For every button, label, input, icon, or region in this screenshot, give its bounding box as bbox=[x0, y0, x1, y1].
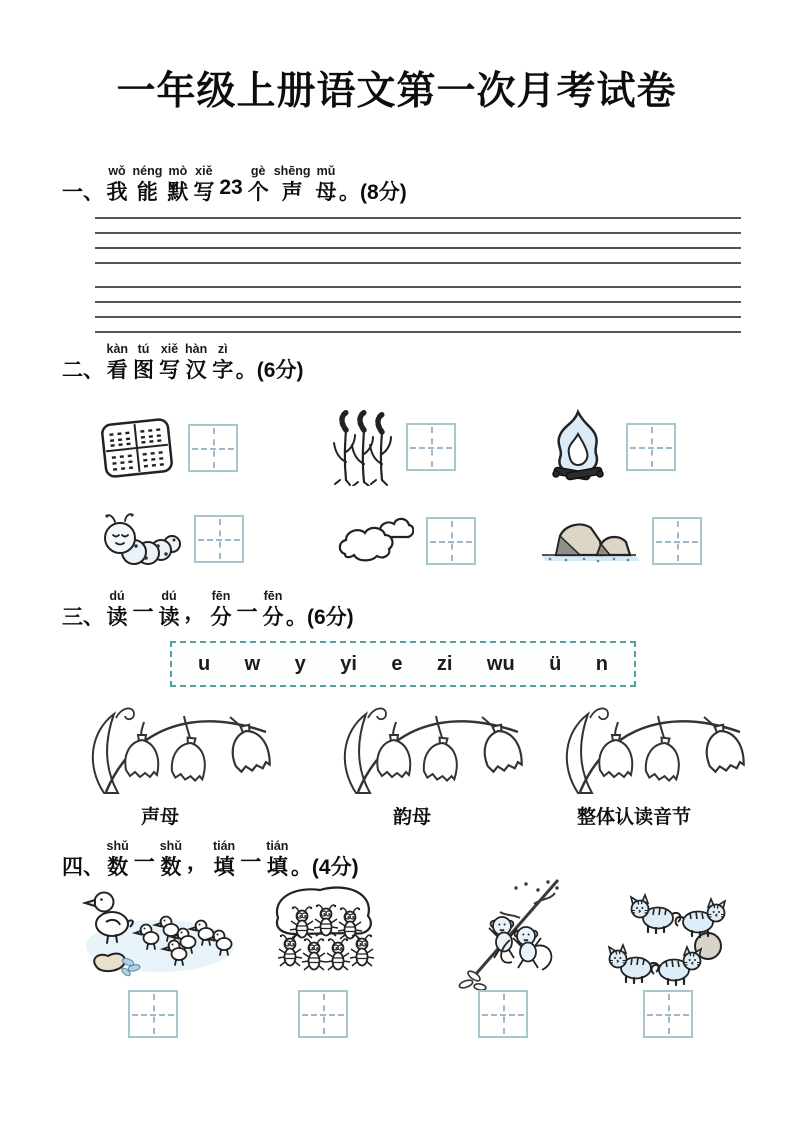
writing-line bbox=[95, 286, 741, 288]
caterpillar-icon bbox=[98, 508, 182, 570]
ruby-word: ， bbox=[184, 601, 206, 624]
pinyin-letter: wu bbox=[486, 652, 515, 675]
picture-answer-pair bbox=[332, 408, 456, 486]
section-4-number: 四、 bbox=[62, 856, 104, 879]
pinyin-letter: e bbox=[391, 652, 403, 675]
lily-flower-icon bbox=[78, 698, 278, 798]
ruby-word: 一 bbox=[236, 601, 258, 624]
clouds-icon bbox=[334, 512, 414, 570]
section-4-points: 。(4分) bbox=[290, 856, 359, 879]
category-label-finals: 韵母 bbox=[392, 807, 431, 828]
tianzige-box bbox=[188, 424, 238, 472]
pinyin-letter: zi bbox=[436, 652, 453, 675]
ruby-word: wǒ 我 bbox=[106, 164, 128, 204]
ruby-word: dú 读 bbox=[106, 589, 128, 629]
ruby-word: mò 默 bbox=[167, 164, 189, 204]
tigers-icon bbox=[592, 880, 737, 988]
category-label-whole-syllables: 整体认读音节 bbox=[576, 807, 691, 828]
ruby-word: 23 bbox=[219, 176, 243, 199]
section-2-points: 。(6分) bbox=[235, 359, 304, 382]
ruby-word: shǔ 数 bbox=[159, 839, 182, 879]
writing-line bbox=[95, 331, 741, 333]
pinyin-letter: u bbox=[198, 652, 211, 675]
writing-line bbox=[95, 232, 741, 234]
picture-answer-pair bbox=[540, 510, 702, 572]
campfire-icon bbox=[542, 408, 614, 486]
ruby-word: fēn 分 bbox=[262, 589, 284, 629]
tianzige-box bbox=[643, 990, 693, 1038]
ruby-word: tián 填 bbox=[266, 839, 289, 879]
ruby-word: tián 填 bbox=[212, 839, 236, 879]
ducks-icon bbox=[82, 882, 237, 982]
lily-flower-icon bbox=[552, 698, 752, 798]
tianzige-box bbox=[626, 423, 676, 471]
pinyin-letter: y bbox=[294, 652, 306, 675]
writing-line bbox=[95, 301, 741, 303]
ants-icon bbox=[262, 878, 387, 986]
section-4-title-words bbox=[104, 835, 291, 880]
section-3-title-words bbox=[104, 585, 286, 630]
sorting-flower-whole-syllables bbox=[552, 698, 752, 829]
writing-line bbox=[95, 247, 741, 249]
sorting-flower-initials bbox=[78, 698, 278, 829]
picture-answer-pair bbox=[98, 412, 238, 484]
tianzige-box bbox=[652, 517, 702, 565]
rocks-icon bbox=[540, 510, 640, 572]
tianzige-box bbox=[426, 517, 476, 565]
tianzige-box bbox=[406, 423, 456, 471]
section-2-heading bbox=[62, 340, 303, 383]
section-1-heading bbox=[62, 160, 407, 205]
writing-line bbox=[95, 316, 741, 318]
ruby-word: zì 字 bbox=[212, 342, 234, 382]
tianzige-box bbox=[478, 990, 528, 1038]
section-3-heading bbox=[62, 585, 354, 630]
tianzige-box bbox=[194, 515, 244, 563]
pinyin-letter: yi bbox=[340, 652, 357, 675]
pinyin-writing-lines-2 bbox=[95, 286, 741, 333]
ruby-word: kàn 看 bbox=[106, 342, 129, 382]
lily-flower-icon bbox=[330, 698, 530, 798]
ruby-word: shǔ 数 bbox=[106, 839, 129, 879]
section-1-points: 。(8分) bbox=[339, 181, 407, 204]
section-1-title-words bbox=[104, 160, 339, 205]
ruby-word: shēng 声 bbox=[273, 164, 311, 204]
section-1-number: 一、 bbox=[62, 181, 104, 204]
pinyin-letter-box bbox=[170, 641, 636, 687]
ruby-word: tú 图 bbox=[133, 342, 155, 382]
section-2-title-words bbox=[104, 340, 236, 383]
ruby-word: mǔ 母 bbox=[315, 164, 337, 204]
picture-answer-pair bbox=[98, 508, 244, 570]
tianzige-box bbox=[298, 990, 348, 1038]
pinyin-writing-lines-1 bbox=[95, 217, 741, 264]
ruby-word: xiě 写 bbox=[193, 164, 215, 204]
picture-answer-pair bbox=[334, 512, 476, 570]
section-4-heading bbox=[62, 835, 359, 880]
pinyin-letter: w bbox=[244, 652, 261, 675]
writing-line bbox=[95, 262, 741, 264]
pinyin-letter: n bbox=[595, 652, 608, 675]
sorting-flower-finals bbox=[330, 698, 530, 829]
paddy-field-icon bbox=[98, 412, 176, 484]
monkeys-icon bbox=[450, 874, 565, 996]
ruby-word: 一 bbox=[133, 851, 155, 874]
section-2-number: 二、 bbox=[62, 359, 104, 382]
ruby-word: ， bbox=[186, 851, 208, 874]
ruby-word: xiě 写 bbox=[159, 342, 181, 382]
picture-answer-pair bbox=[542, 408, 676, 486]
ruby-word: 一 bbox=[132, 601, 154, 624]
ruby-word: hàn 汉 bbox=[185, 342, 208, 382]
grain-stalks-icon bbox=[332, 408, 394, 486]
writing-line bbox=[95, 217, 741, 219]
ruby-word: 一 bbox=[240, 851, 262, 874]
page-title: 一年级上册语文第一次月考试卷 bbox=[116, 70, 677, 113]
ruby-word: fēn 分 bbox=[210, 589, 232, 629]
ruby-word: gè 个 bbox=[247, 164, 269, 204]
pinyin-letter: ü bbox=[549, 652, 562, 675]
tianzige-box bbox=[128, 990, 178, 1038]
ruby-word: dú 读 bbox=[158, 589, 180, 629]
section-3-points: 。(6分) bbox=[286, 606, 354, 629]
ruby-word: néng 能 bbox=[132, 164, 163, 204]
section-3-number: 三、 bbox=[62, 606, 104, 629]
category-label-initials: 声母 bbox=[140, 807, 179, 828]
